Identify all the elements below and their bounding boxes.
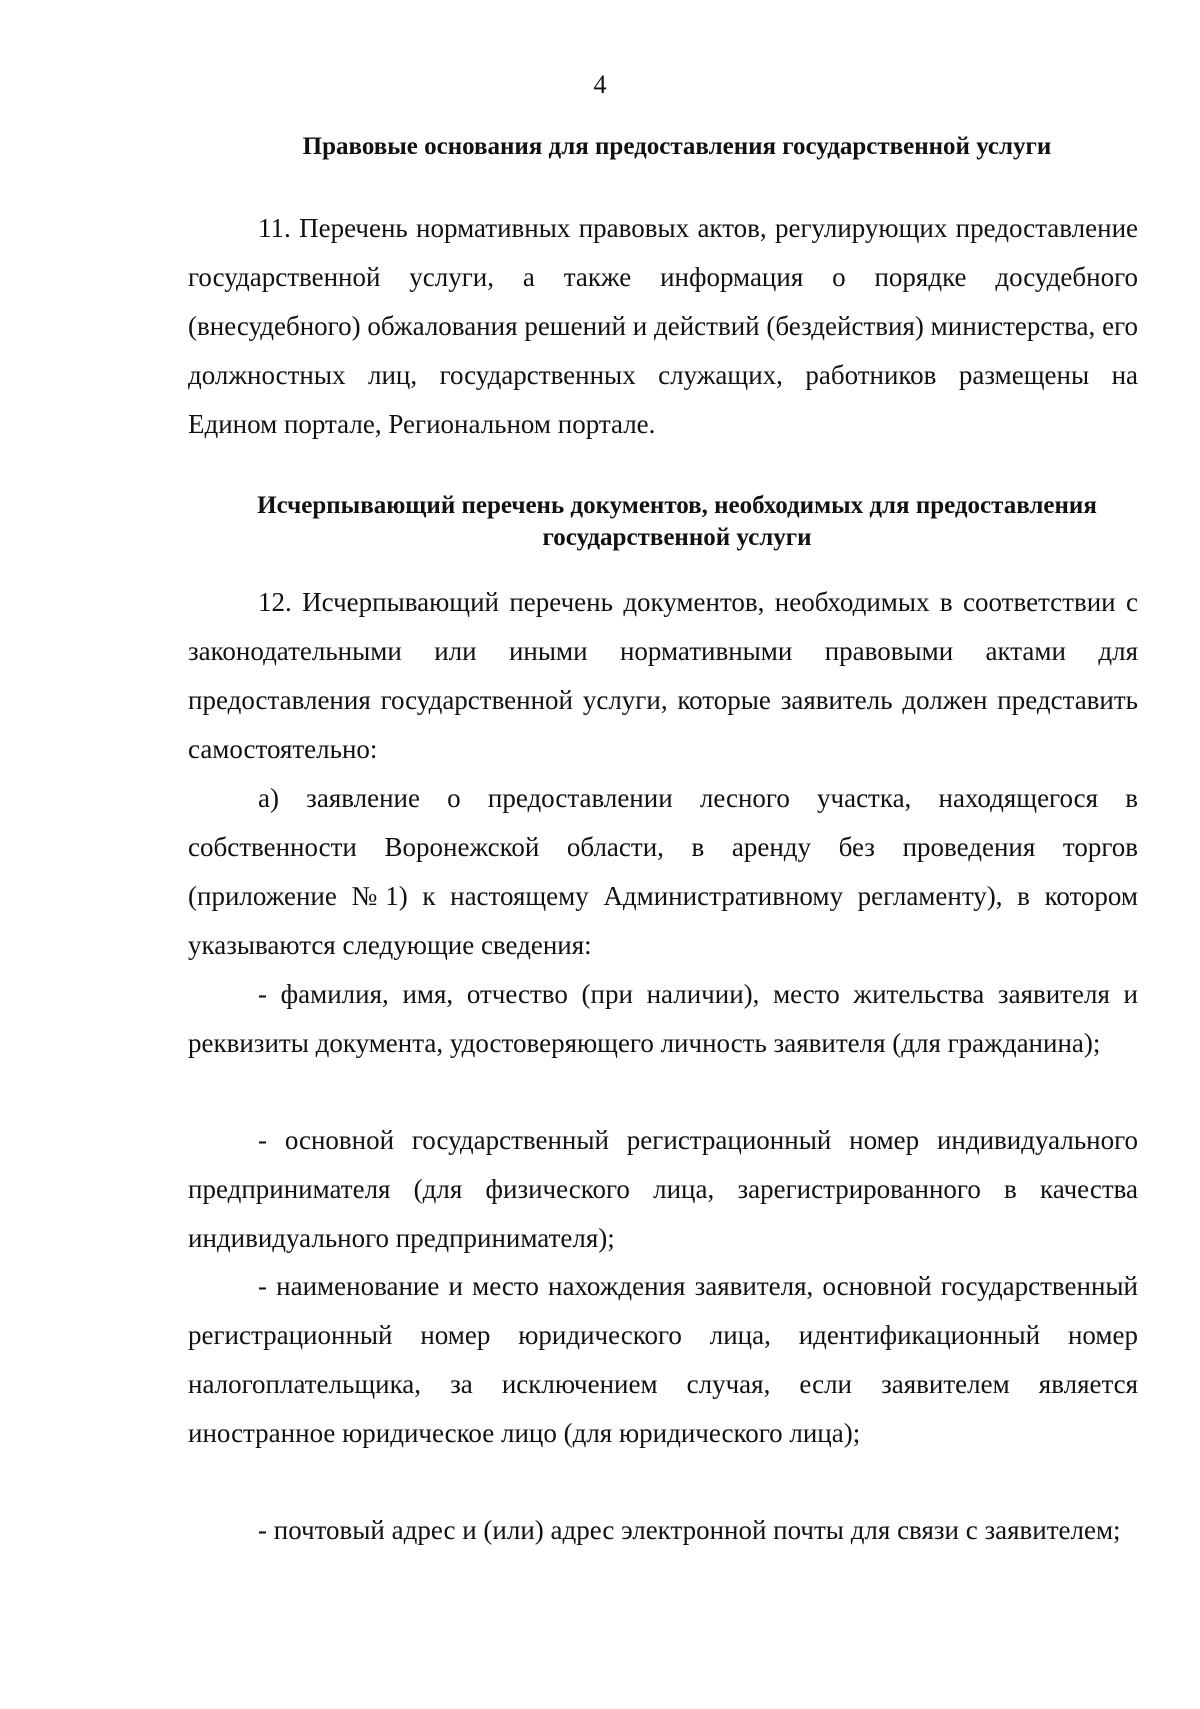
paragraph-11: 11. Перечень нормативных правовых актов, регулирующих предоставление государственной услуги, а также информация о порядке досудебного (внесудебного) обжалования решений и действий (бездействия) министерства, его должностных лиц, государственных служащих, работников размещены на Едином портале, Региональном портале. (188, 213, 1138, 439)
section-heading-legal-grounds: Правовые основания для предоставления государственной услуги (302, 133, 1052, 160)
page-number: 4 (593, 70, 607, 99)
list-item-postal-address: - почтовый адрес и (или) адрес электронной почты для связи с заявителем; (258, 1515, 1121, 1545)
section-heading-documents-list: Исчерпывающий перечень документов, необходимых для предоставления государственной услуги (257, 492, 1097, 551)
list-item-legal-entity: - наименование и место нахождения заявителя, основной государственный регистрационный номер юридического лица, идентификационный номер налогоплательщика, за исключением случая, если заявителем является иностранное юридическое лицо (для юридического лица); (188, 1271, 1138, 1448)
paragraph-item-a: а) заявление о предоставлении лесного участка, находящегося в собственности Воронежской области, в аренду без проведения торгов (приложение №1) к настоящему Административному регламенту), в котором указываются следующие сведения: (188, 783, 1138, 960)
paragraph-12: 12. Исчерпывающий перечень документов, необходимых в соответствии с законодательными или иными нормативными правовыми актами для предоставления государственной услуги, которые заявитель должен представить самостоятельно: (188, 587, 1138, 764)
list-item-ogrnip: - основной государственный регистрационный номер индивидуального предпринимателя (для физического лица, зарегистрированного в качества индивидуального предпринимателя); (188, 1125, 1138, 1253)
list-item-full-name: - фамилия, имя, отчество (при наличии), место жительства заявителя и реквизиты документа, удостоверяющего личность заявителя (для гражданина); (188, 979, 1138, 1058)
